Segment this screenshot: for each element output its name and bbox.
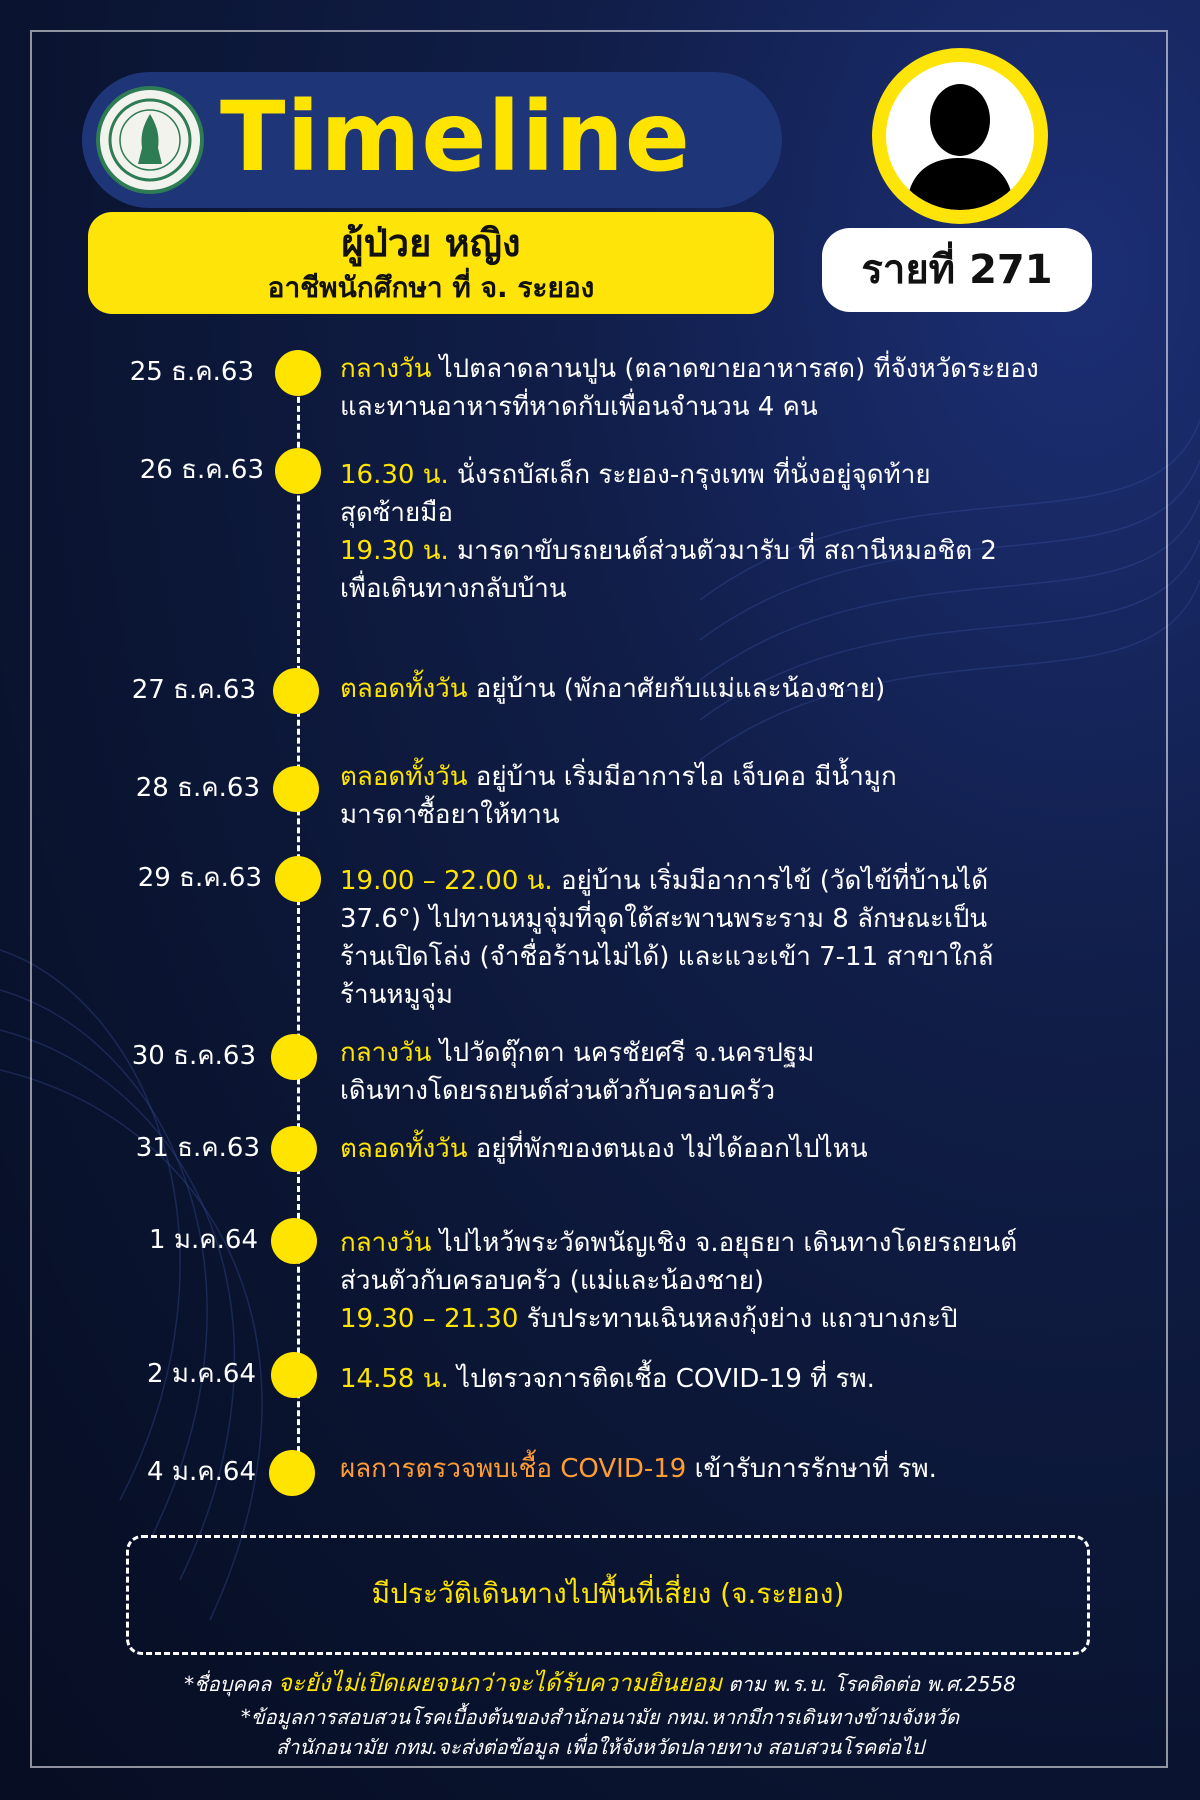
entry-text: อยู่บ้าน (พักอาศัยกับแม่และน้องชาย) [467,674,886,704]
timeline-dot [273,668,319,714]
timeline-date: 30 ธ.ค.63 [131,1041,256,1071]
entry-text: ส่วนตัวกับครอบครัว (แม่และน้องชาย) [340,1266,765,1296]
timeline-entry [340,1034,1170,1110]
risk-area-notice: มีประวัติเดินทางไปพื้นที่เสี่ยง (จ.ระยอง) [126,1535,1090,1655]
timeline-entry [340,456,1170,608]
person-silhouette-icon [886,62,1034,210]
entry-text: ร้านหมูจุ่ม [340,980,453,1010]
timeline-date: 29 ธ.ค.63 [137,863,262,893]
entry-text: มารดาซื้อยาให้ทาน [340,800,560,830]
timeline-dot [273,766,319,812]
entry-text: 37.6°) ไปทานหมูจุ่มที่จุดใต้สะพานพระราม 8 ลักษณะเป็น [340,904,988,934]
timeline-entry [340,1360,1170,1398]
entry-text: และทานอาหารที่หาดกับเพื่อนจำนวน 4 คน [340,392,818,422]
timeline-dot [271,1126,317,1172]
timeline-entry [340,1450,1170,1488]
timeline-dot [275,350,321,396]
timeline-entry [340,670,1170,708]
entry-text: ร้านเปิดโล่ง (จำชื่อร้านไม่ได้) และแวะเข้า 7-11 สาขาใกล้ [340,942,994,972]
entry-time: 19.30 – 21.30 [340,1304,519,1334]
entry-text: เดินทางโดยรถยนต์ส่วนตัวกับครอบครัว [340,1076,776,1106]
entry-text: รับประทานเฉินหลงกุ้งย่าง แถวบางกะปิ [518,1304,958,1334]
entry-text: อยู่บ้าน เริ่มมีอาการไข้ (วัดไข้ที่บ้านได้ [552,866,989,896]
entry-text: อยู่ที่พักของตนเอง ไม่ได้ออกไปไหน [467,1134,868,1164]
entry-text: อยู่บ้าน เริ่มมีอาการไอ เจ็บคอ มีน้ำมูก [467,762,897,792]
entry-text: ไปวัดตุ๊กตา นครชัยศรี จ.นครปฐม [431,1038,815,1068]
footnote-investigation: *ข้อมูลการสอบสวนโรคเบื้องต้นของสำนักอนามัย กทม.หากมีการเดินทางข้ามจังหวัด [240,1705,960,1729]
timeline-date: 25 ธ.ค.63 [129,357,254,387]
patient-info-box [88,212,774,314]
timeline-axis [297,370,300,1470]
footnote-referral: สำนักอนามัย กทม.จะส่งต่อข้อมูล เพื่อให้จังหวัดปลายทาง สอบสวนโรคต่อไป [275,1735,925,1759]
entry-time: ตลอดทั้งวัน [340,762,468,792]
entry-text: สุดซ้ายมือ [340,498,453,528]
timeline-date: 1 ม.ค.64 [149,1225,258,1255]
timeline-date: 26 ธ.ค.63 [139,455,264,485]
timeline-dot [275,856,321,902]
timeline-entry [340,350,1170,426]
page-title: Timeline [220,81,691,193]
bma-seal-logo [96,86,204,194]
footnote-consent: *ชื่อบุคคล จะยังไม่เปิดเผยจนกว่าจะได้รับความยินยอม ตาม พ.ร.บ. โรคติดต่อ พ.ศ.2558 [184,1669,1016,1697]
entry-text: นั่งรถบัสเล็ก ระยอง-กรุงเทพ ที่นั่งอยู่จุดท้าย [448,460,931,490]
entry-time: กลางวัน [340,354,432,384]
timeline-entry [340,1130,1170,1168]
timeline-date: 31 ธ.ค.63 [135,1133,260,1163]
entry-time: ตลอดทั้งวัน [340,674,468,704]
timeline-entry [340,862,1170,1014]
timeline-date: 2 ม.ค.64 [147,1359,256,1389]
entry-time: 14.58 น. [340,1364,449,1394]
timeline-dot [269,1450,315,1496]
patient-gender: ผู้ป่วย หญิง [341,221,521,265]
timeline-date: 4 ม.ค.64 [147,1457,256,1487]
entry-time: กลางวัน [340,1228,432,1258]
entry-text: เข้ารับการรักษาที่ รพ. [686,1454,937,1484]
timeline-dot [275,448,321,494]
timeline-entry [340,758,1170,834]
entry-text: เพื่อเดินทางกลับบ้าน [340,574,567,604]
entry-alert: ผลการตรวจพบเชื้อ COVID-19 [340,1454,687,1484]
timeline-dot [271,1034,317,1080]
entry-text: มารดาขับรถยนต์ส่วนตัวมารับ ที่ สถานีหมอชิต 2 [448,536,997,566]
entry-text: ไปไหว้พระวัดพนัญเชิง จ.อยุธยา เดินทางโดยรถยนต์ [431,1228,1018,1258]
timeline-date: 27 ธ.ค.63 [131,675,256,705]
entry-text: ไปตรวจการติดเชื้อ COVID-19 ที่ รพ. [448,1364,875,1394]
timeline-entry [340,1224,1170,1338]
case-number-badge: รายที่ 271 [822,228,1092,312]
entry-time: 16.30 น. [340,460,449,490]
patient-avatar [872,48,1048,224]
entry-text: ไปตลาดลานปูน (ตลาดขายอาหารสด) ที่จังหวัดระยอง [431,354,1039,384]
entry-time: ตลอดทั้งวัน [340,1134,468,1164]
timeline-dot [271,1218,317,1264]
timeline-date: 28 ธ.ค.63 [135,773,260,803]
entry-time: กลางวัน [340,1038,432,1068]
entry-time: 19.30 น. [340,536,449,566]
patient-occupation: อาชีพนักศึกษา ที่ จ. ระยอง [267,271,595,304]
timeline-dot [271,1352,317,1398]
entry-time: 19.00 – 22.00 น. [340,866,553,896]
